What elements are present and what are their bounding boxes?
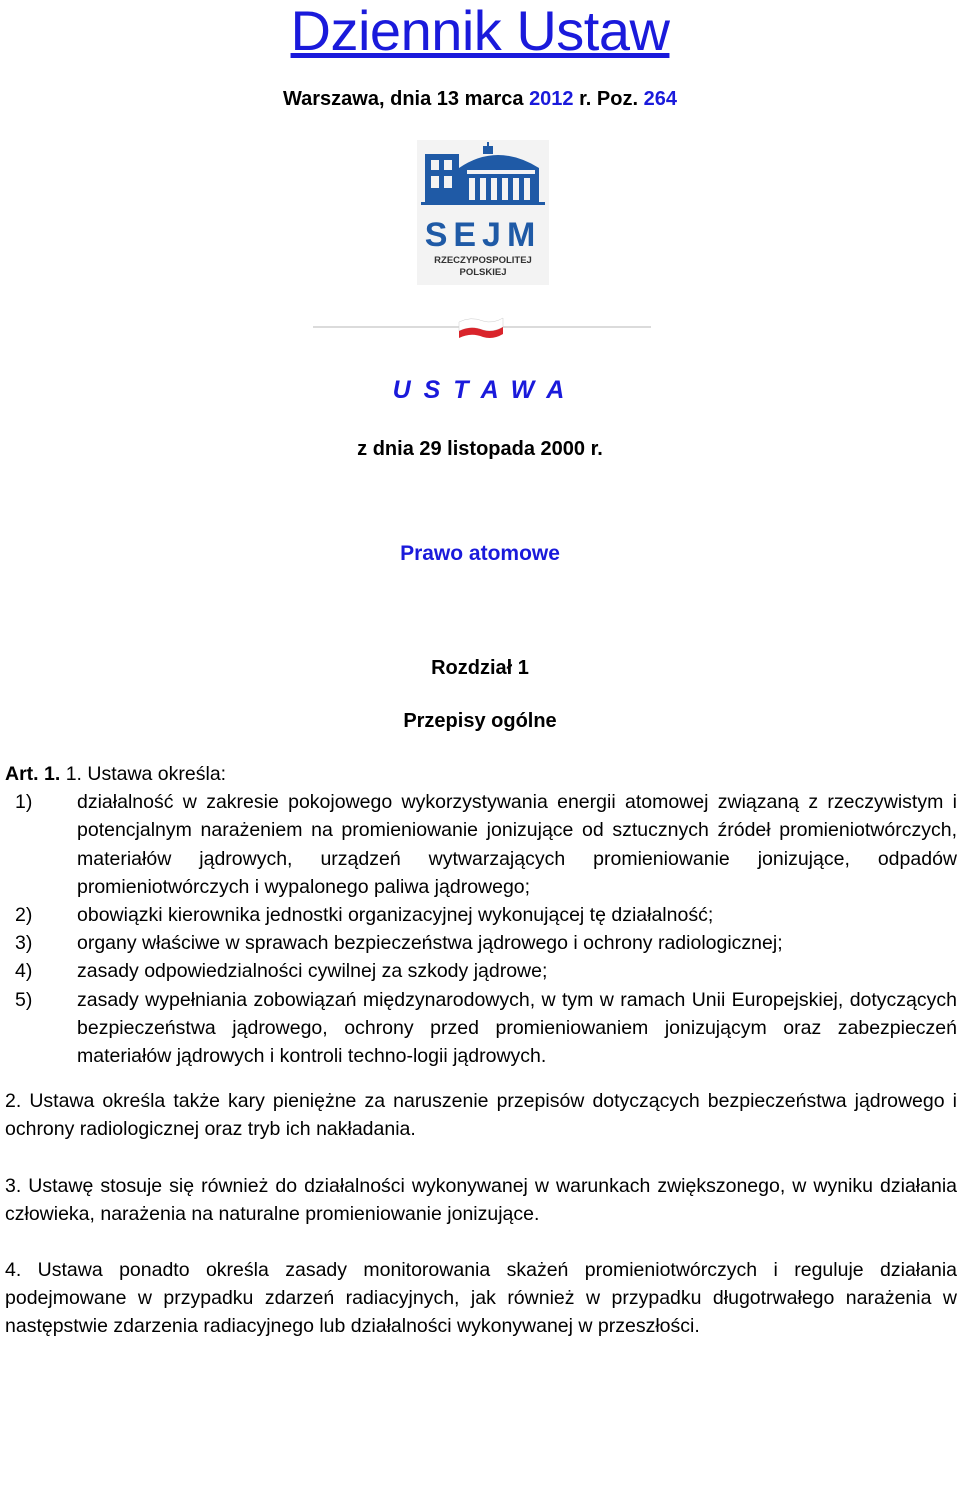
article-intro — [5, 760, 957, 788]
sejm-logo — [417, 140, 549, 285]
item-number: 4) — [15, 960, 33, 983]
article-number: Art. 1. — [5, 763, 66, 785]
dateline-mid: r. Poz. — [573, 88, 644, 110]
paragraph-2: 2. Ustawa określa także kary pieniężne za naruszenie przepisów dotyczących bezpieczeństwa jądrowego i ochrony radiologicznej oraz tryb ich nakładania. — [5, 1090, 957, 1141]
paragraph-4: 4. Ustawa ponadto określa zasady monitorowania skażeń promieniotwórczych i reguluje działania podejmowane w przypadku zdarzeń radiacyjnych, jak również w przypadku długotrwałego narażenia w następstwie zdarzenia radiacyjnego lub działalności wykonywanej w przeszłości. — [5, 1259, 957, 1338]
law-date: z dnia 29 listopada 2000 r. — [357, 438, 603, 460]
dateline-position: 264 — [643, 88, 677, 110]
list-item — [5, 901, 957, 929]
article-body — [5, 760, 957, 1341]
polish-flag-icon — [313, 312, 651, 342]
item-text: organy właściwe w sprawach bezpieczeństwa jądrowego i ochrony radiologicznej; — [77, 932, 783, 955]
list-item — [5, 929, 957, 957]
list-item — [5, 986, 957, 1071]
journal-title: Dziennik Ustaw — [290, 0, 670, 62]
item-number: 1) — [15, 791, 33, 814]
paragraph-3: 3. Ustawę stosuje się również do działalności wykonywanej w warunkach zwiększonego, w wyniku działania człowieka, narażenia na naturalne promieniowanie jonizujące. — [5, 1174, 957, 1225]
svg-text:POLSKIEJ: POLSKIEJ — [459, 267, 507, 278]
article-item-list — [5, 788, 957, 1070]
law-name: Prawo atomowe — [400, 542, 560, 565]
item-text: zasady odpowiedzialności cywilnej za szkody jądrowe; — [77, 960, 548, 983]
list-item — [5, 788, 957, 901]
item-number: 3) — [15, 932, 33, 955]
list-item — [5, 957, 957, 985]
dateline-prefix: Warszawa, dnia 13 marca — [283, 88, 530, 110]
publication-dateline — [0, 88, 960, 111]
chapter-title: Przepisy ogólne — [403, 710, 557, 732]
document-type: U S T A W A — [392, 376, 568, 404]
item-text: obowiązki kierownika jednostki organizacyjnej wykonującej tę działalność; — [77, 904, 714, 927]
flag-divider — [313, 312, 651, 342]
item-number: 5) — [15, 988, 33, 1011]
chapter-number: Rozdział 1 — [431, 657, 529, 679]
item-text: działalność w zakresie pokojowego wykorzystywania energii atomowej związaną z rzeczywistym i potencjalnym narażeniem na promieniowanie jonizujące od sztucznych źródeł promieniotwórczych, materiałów jądrowych, urządzeń wytwarzających promieniowanie jonizujące, odpadów promieniotwórczych i wypalonego paliwa jądrowego; — [77, 791, 957, 898]
item-text: zasady wypełniania zobowiązań międzynarodowych, w tym w ramach Unii Europejskiej, dotyczących bezpieczeństwa jądrowego, ochrony przed promieniowaniem jonizującym oraz zabezpieczeń materiałów jądrowych i kontroli techno-logii jądrowych. — [77, 988, 957, 1068]
svg-text:RZECZYPOSPOLITEJ: RZECZYPOSPOLITEJ — [434, 255, 532, 266]
svg-text:SEJM: SEJM — [424, 216, 542, 254]
dateline-year: 2012 — [529, 88, 574, 110]
article-intro-text: 1. Ustawa określa: — [65, 763, 227, 785]
sejm-logo-icon — [417, 140, 549, 285]
item-number: 2) — [15, 904, 33, 927]
